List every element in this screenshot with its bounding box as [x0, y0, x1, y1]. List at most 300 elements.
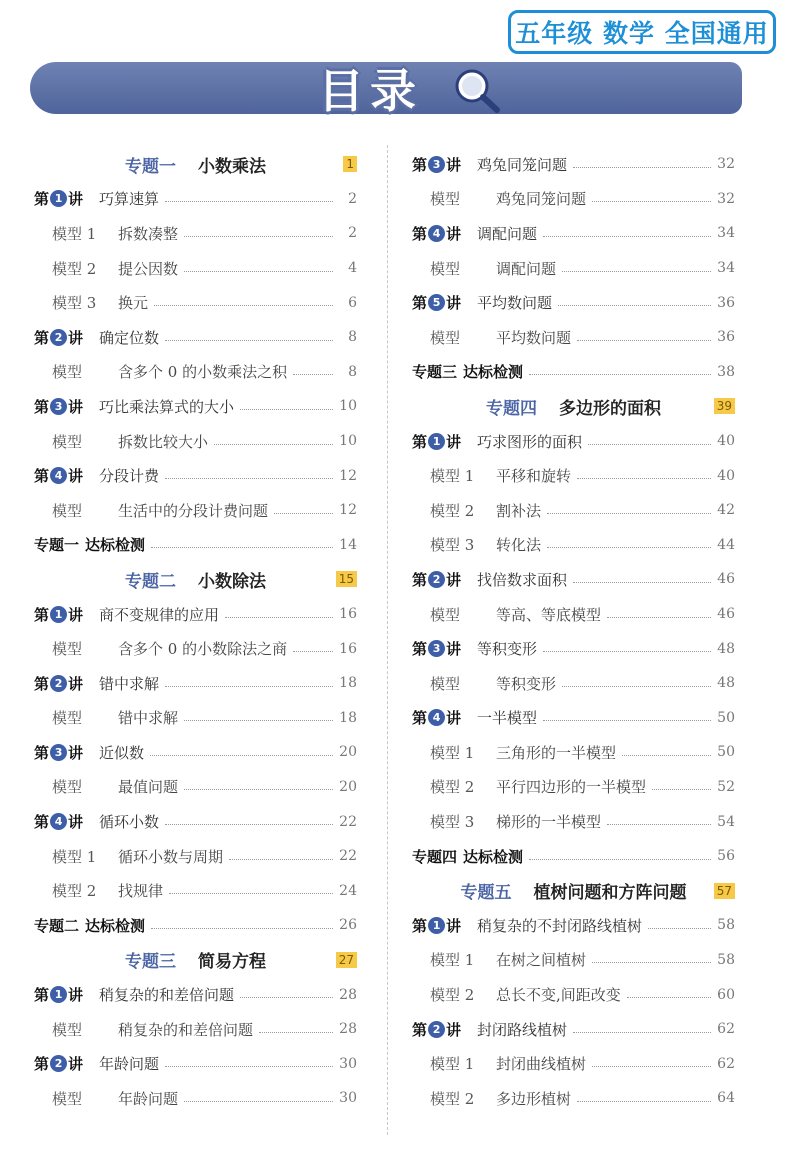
- model-label: 模型 2: [430, 1089, 475, 1108]
- test-label: 专题一: [34, 536, 80, 555]
- page-number: 48: [717, 640, 735, 657]
- lecture-suffix: 讲: [68, 328, 84, 347]
- model-entry[interactable]: [412, 251, 735, 286]
- lecture-number-badge: 3: [50, 744, 67, 761]
- model-label: 模型 3: [52, 294, 97, 313]
- dot-leader: [607, 617, 711, 618]
- model-title: 生活中的分段计费问题: [118, 501, 269, 520]
- test-entry[interactable]: [34, 528, 357, 563]
- page-number: 64: [717, 1090, 735, 1107]
- model-entry[interactable]: [412, 458, 735, 493]
- model-label: 模型 2: [52, 259, 97, 278]
- model-label: 模型: [52, 1089, 83, 1108]
- lecture-number-badge: 3: [428, 640, 445, 657]
- model-entry[interactable]: [412, 528, 735, 563]
- model-entry[interactable]: [412, 804, 735, 839]
- model-label: 模型 2: [430, 501, 475, 520]
- lecture-prefix: 第: [34, 813, 50, 832]
- dot-leader: [293, 651, 333, 652]
- model-label: 模型: [52, 432, 83, 451]
- page-number: 60: [717, 986, 735, 1003]
- model-label: 模型 2: [430, 778, 475, 797]
- lecture-entry[interactable]: [34, 458, 357, 493]
- lecture-title: 一半模型: [477, 709, 538, 728]
- page-number: 22: [339, 848, 357, 865]
- model-label: 模型: [52, 501, 83, 520]
- lecture-entry[interactable]: [34, 977, 357, 1012]
- lecture-prefix: 第: [34, 743, 50, 762]
- page-number: 50: [717, 744, 735, 761]
- dot-leader: [577, 478, 711, 479]
- page-number: 48: [717, 675, 735, 692]
- lecture-entry[interactable]: [412, 424, 735, 459]
- model-label: 模型: [52, 640, 83, 659]
- dot-leader: [184, 236, 333, 237]
- model-title: 三角形的一半模型: [496, 743, 617, 762]
- toc-right-column: [412, 147, 735, 1116]
- model-label: 模型 1: [430, 743, 475, 762]
- page-number: 62: [717, 1021, 735, 1038]
- test-label: 专题二: [34, 916, 80, 935]
- dot-leader: [592, 1066, 711, 1067]
- lecture-suffix: 讲: [446, 432, 462, 451]
- lecture-prefix: 第: [412, 294, 428, 313]
- dot-leader: [543, 651, 711, 652]
- model-entry[interactable]: [34, 355, 357, 390]
- topic-heading: [412, 873, 735, 908]
- lecture-prefix: 第: [34, 190, 50, 209]
- dot-leader: [165, 340, 333, 341]
- topic-title: 小数乘法: [198, 156, 266, 177]
- model-label: 模型 2: [52, 882, 97, 901]
- lecture-suffix: 讲: [446, 709, 462, 728]
- badge-text: 五年级 数学 全国通用: [515, 19, 769, 48]
- page-number: 54: [717, 813, 735, 830]
- page-number: 22: [339, 813, 357, 830]
- lecture-number-badge: 1: [50, 986, 67, 1003]
- model-title: 鸡兔同笼问题: [496, 190, 587, 209]
- lecture-number-badge: 2: [50, 675, 67, 692]
- dot-leader: [274, 513, 333, 514]
- page-number: 62: [717, 1055, 735, 1072]
- lecture-prefix: 第: [412, 570, 428, 589]
- model-title: 平行四边形的一半模型: [496, 778, 647, 797]
- topic-name: 专题三: [125, 952, 176, 973]
- model-title: 平移和旋转: [496, 467, 572, 486]
- model-label: 模型: [52, 1020, 83, 1039]
- model-entry[interactable]: [412, 182, 735, 217]
- page-number: 32: [717, 190, 735, 207]
- test-title: 达标检测: [85, 536, 146, 555]
- page-number: 32: [717, 156, 735, 173]
- lecture-title: 平均数问题: [477, 294, 553, 313]
- lecture-label: [34, 984, 83, 1005]
- model-title: 错中求解: [118, 709, 179, 728]
- test-title: 达标检测: [463, 847, 524, 866]
- model-entry[interactable]: [34, 251, 357, 286]
- lecture-prefix: 第: [412, 1020, 428, 1039]
- page-number: 2: [348, 225, 357, 242]
- test-entry[interactable]: [34, 908, 357, 943]
- dot-leader: [577, 1101, 711, 1102]
- lecture-entry[interactable]: [412, 285, 735, 320]
- page-number: 52: [717, 778, 735, 795]
- lecture-label: [412, 707, 461, 728]
- dot-leader: [529, 859, 711, 860]
- page-number: 58: [717, 951, 735, 968]
- lecture-number-badge: 4: [428, 225, 445, 242]
- lecture-title: 巧算速算: [99, 190, 160, 209]
- topic-title: 多边形的面积: [559, 398, 661, 419]
- topic-page-tag: 39: [714, 398, 735, 414]
- page-number: 16: [339, 606, 357, 623]
- page-number: 36: [717, 294, 735, 311]
- lecture-entry[interactable]: [412, 147, 735, 182]
- lecture-number-badge: 2: [50, 329, 67, 346]
- model-entry[interactable]: [412, 943, 735, 978]
- lecture-number-badge: 1: [50, 606, 67, 623]
- lecture-label: [34, 396, 83, 417]
- topic-title: 植树问题和方阵问题: [533, 883, 687, 904]
- model-title: 调配问题: [496, 259, 557, 278]
- model-entry[interactable]: [412, 320, 735, 355]
- topic-page-tag: 57: [714, 883, 735, 899]
- dot-leader: [562, 271, 711, 272]
- dot-leader: [151, 547, 333, 548]
- model-title: 提公因数: [118, 259, 179, 278]
- dot-leader: [562, 686, 711, 687]
- model-title: 等高、等底模型: [496, 605, 602, 624]
- dot-leader: [543, 236, 711, 237]
- dot-leader: [165, 478, 333, 479]
- page-number: 8: [348, 363, 357, 380]
- lecture-title: 稍复杂的和差倍问题: [99, 986, 235, 1005]
- model-label: 模型: [52, 363, 83, 382]
- page-number: 36: [717, 329, 735, 346]
- lecture-entry[interactable]: [34, 735, 357, 770]
- model-label: 模型: [430, 190, 461, 209]
- page-number: 46: [717, 571, 735, 588]
- model-title: 含多个 0 的小数乘法之积: [118, 363, 288, 382]
- lecture-title: 年龄问题: [99, 1055, 160, 1074]
- lecture-label: [34, 188, 83, 209]
- lecture-suffix: 讲: [446, 1020, 462, 1039]
- dot-leader: [240, 997, 333, 998]
- dot-leader: [229, 859, 333, 860]
- model-entry[interactable]: [34, 424, 357, 459]
- model-label: 模型: [52, 709, 83, 728]
- lecture-suffix: 讲: [68, 674, 84, 693]
- topic-page-tag: 15: [336, 571, 357, 587]
- page-number: 40: [717, 433, 735, 450]
- topic-name: 专题一: [125, 156, 176, 177]
- dot-leader: [577, 340, 711, 341]
- test-title: 达标检测: [85, 916, 146, 935]
- lecture-label: [412, 154, 461, 175]
- model-title: 换元: [118, 294, 149, 313]
- page-number: 12: [339, 502, 357, 519]
- page-number: 2: [348, 190, 357, 207]
- lecture-label: [34, 811, 83, 832]
- lecture-prefix: 第: [34, 467, 50, 486]
- model-title: 循环小数与周期: [118, 847, 224, 866]
- lecture-entry[interactable]: [34, 182, 357, 217]
- lecture-prefix: 第: [34, 1055, 50, 1074]
- dot-leader: [150, 755, 333, 756]
- model-title: 平均数问题: [496, 328, 572, 347]
- lecture-label: [412, 569, 461, 590]
- model-entry[interactable]: [412, 666, 735, 701]
- column-divider: [387, 145, 388, 1135]
- model-entry[interactable]: [34, 285, 357, 320]
- page-number: 30: [339, 1090, 357, 1107]
- lecture-suffix: 讲: [68, 1055, 84, 1074]
- lecture-entry[interactable]: [412, 1012, 735, 1047]
- lecture-label: [34, 604, 83, 625]
- lecture-entry[interactable]: [34, 1046, 357, 1081]
- lecture-title: 鸡兔同笼问题: [477, 155, 568, 174]
- model-title: 封闭曲线植树: [496, 1055, 587, 1074]
- model-label: 模型 1: [52, 847, 97, 866]
- page-number: 58: [717, 917, 735, 934]
- model-label: 模型: [52, 778, 83, 797]
- model-entry[interactable]: [34, 873, 357, 908]
- lecture-label: [34, 1053, 83, 1074]
- dot-leader: [573, 582, 711, 583]
- lecture-entry[interactable]: [412, 562, 735, 597]
- lecture-entry[interactable]: [34, 804, 357, 839]
- topic-title: 小数除法: [198, 571, 266, 592]
- lecture-label: [34, 742, 83, 763]
- page-number: 30: [339, 1055, 357, 1072]
- lecture-suffix: 讲: [68, 190, 84, 209]
- test-entry[interactable]: [412, 839, 735, 874]
- lecture-entry[interactable]: [412, 701, 735, 736]
- lecture-entry[interactable]: [412, 216, 735, 251]
- lecture-prefix: 第: [412, 432, 428, 451]
- model-label: 模型 3: [430, 536, 475, 555]
- topic-title: 简易方程: [198, 952, 266, 973]
- lecture-label: [412, 292, 461, 313]
- lecture-number-badge: 2: [428, 1021, 445, 1038]
- lecture-entry[interactable]: [34, 597, 357, 632]
- lecture-number-badge: 1: [50, 190, 67, 207]
- page-number: 4: [348, 260, 357, 277]
- lecture-number-badge: 3: [50, 398, 67, 415]
- lecture-title: 分段计费: [99, 467, 160, 486]
- page-number: 18: [339, 709, 357, 726]
- grade-subject-badge: [508, 10, 776, 54]
- model-entry[interactable]: [34, 1081, 357, 1116]
- lecture-title: 等积变形: [477, 640, 538, 659]
- dot-leader: [547, 547, 711, 548]
- lecture-label: [412, 638, 461, 659]
- lecture-number-badge: 1: [428, 433, 445, 450]
- model-label: 模型: [430, 259, 461, 278]
- lecture-prefix: 第: [412, 155, 428, 174]
- page-number: 44: [717, 536, 735, 553]
- lecture-title: 确定位数: [99, 328, 160, 347]
- dot-leader: [151, 928, 333, 929]
- page-number: 28: [339, 986, 357, 1003]
- page-number: 42: [717, 502, 735, 519]
- model-title: 多边形植树: [496, 1089, 572, 1108]
- model-entry[interactable]: [412, 1081, 735, 1116]
- lecture-number-badge: 1: [428, 917, 445, 934]
- page-number: 12: [339, 467, 357, 484]
- lecture-label: [34, 673, 83, 694]
- dot-leader: [648, 928, 711, 929]
- lecture-label: [412, 431, 461, 452]
- lecture-prefix: 第: [34, 986, 50, 1005]
- dot-leader: [184, 1101, 333, 1102]
- dot-leader: [165, 824, 333, 825]
- page-number: 46: [717, 606, 735, 623]
- page-number: 24: [339, 882, 357, 899]
- page-number: 56: [717, 848, 735, 865]
- page-number: 10: [339, 433, 357, 450]
- model-entry[interactable]: [412, 770, 735, 805]
- lecture-number-badge: 4: [428, 709, 445, 726]
- lecture-entry[interactable]: [412, 908, 735, 943]
- dot-leader: [607, 824, 711, 825]
- lecture-prefix: 第: [412, 224, 428, 243]
- lecture-entry[interactable]: [34, 666, 357, 701]
- dot-leader: [588, 444, 711, 445]
- dot-leader: [165, 201, 333, 202]
- lecture-number-badge: 4: [50, 813, 67, 830]
- model-entry[interactable]: [34, 1012, 357, 1047]
- lecture-title: 封闭路线植树: [477, 1020, 568, 1039]
- model-label: 模型 1: [52, 224, 97, 243]
- model-title: 转化法: [496, 536, 542, 555]
- lecture-suffix: 讲: [446, 916, 462, 935]
- page-number: 34: [717, 225, 735, 242]
- lecture-number-badge: 3: [428, 156, 445, 173]
- model-entry[interactable]: [34, 770, 357, 805]
- topic-name: 专题五: [460, 883, 512, 904]
- model-entry[interactable]: [412, 597, 735, 632]
- model-title: 拆数凑整: [118, 224, 179, 243]
- topic-heading: [412, 389, 735, 424]
- lecture-prefix: 第: [34, 397, 50, 416]
- model-entry[interactable]: [34, 839, 357, 874]
- lecture-suffix: 讲: [68, 605, 84, 624]
- topic-heading: [34, 147, 357, 182]
- page-number: 50: [717, 709, 735, 726]
- model-label: 模型: [430, 328, 461, 347]
- dot-leader: [592, 962, 711, 963]
- dot-leader: [225, 617, 333, 618]
- topic-name: 专题四: [486, 398, 537, 419]
- model-title: 年龄问题: [118, 1089, 179, 1108]
- dot-leader: [558, 305, 711, 306]
- lecture-label: [34, 465, 83, 486]
- model-title: 最值问题: [118, 778, 179, 797]
- model-title: 割补法: [496, 501, 542, 520]
- lecture-suffix: 讲: [446, 640, 462, 659]
- dot-leader: [652, 789, 711, 790]
- lecture-suffix: 讲: [446, 224, 462, 243]
- model-label: 模型 1: [430, 951, 475, 970]
- model-title: 找规律: [118, 882, 164, 901]
- dot-leader: [547, 513, 711, 514]
- model-entry[interactable]: [34, 701, 357, 736]
- page-number: 18: [339, 675, 357, 692]
- lecture-suffix: 讲: [68, 743, 84, 762]
- page-number: 8: [348, 329, 357, 346]
- model-entry[interactable]: [34, 631, 357, 666]
- lecture-number-badge: 5: [428, 294, 445, 311]
- lecture-title: 找倍数求面积: [477, 570, 568, 589]
- dot-leader: [154, 305, 333, 306]
- model-entry[interactable]: [34, 216, 357, 251]
- model-label: 模型 1: [430, 467, 475, 486]
- lecture-label: [34, 327, 83, 348]
- lecture-suffix: 讲: [68, 986, 84, 1005]
- lecture-title: 巧求图形的面积: [477, 432, 583, 451]
- dot-leader: [169, 893, 333, 894]
- model-label: 模型 1: [430, 1055, 475, 1074]
- lecture-suffix: 讲: [446, 294, 462, 313]
- lecture-entry[interactable]: [34, 389, 357, 424]
- model-title: 拆数比较大小: [118, 432, 209, 451]
- lecture-prefix: 第: [412, 916, 428, 935]
- lecture-label: [412, 915, 461, 936]
- lecture-entry[interactable]: [412, 631, 735, 666]
- lecture-label: [412, 1019, 461, 1040]
- model-title: 在树之间植树: [496, 951, 587, 970]
- dot-leader: [573, 167, 711, 168]
- page-number: 20: [339, 744, 357, 761]
- dot-leader: [214, 444, 333, 445]
- magnifier-icon: [452, 66, 502, 116]
- page-number: 6: [348, 294, 357, 311]
- dot-leader: [165, 1066, 333, 1067]
- topic-heading: [34, 562, 357, 597]
- page-number: 34: [717, 260, 735, 277]
- dot-leader: [293, 374, 333, 375]
- page-number: 16: [339, 640, 357, 657]
- dot-leader: [592, 201, 711, 202]
- model-entry[interactable]: [412, 493, 735, 528]
- test-label: 专题三: [412, 363, 458, 382]
- dot-leader: [240, 409, 333, 410]
- model-entry[interactable]: [34, 493, 357, 528]
- page-number: 10: [339, 398, 357, 415]
- page-number: 40: [717, 467, 735, 484]
- lecture-title: 错中求解: [99, 674, 160, 693]
- lecture-suffix: 讲: [446, 155, 462, 174]
- topic-heading: [34, 943, 357, 978]
- lecture-entry[interactable]: [34, 320, 357, 355]
- lecture-prefix: 第: [412, 709, 428, 728]
- page-number: 28: [339, 1021, 357, 1038]
- lecture-title: 稍复杂的不封闭路线植树: [477, 916, 643, 935]
- lecture-title: 调配问题: [477, 224, 538, 243]
- dot-leader: [573, 1032, 711, 1033]
- model-entry[interactable]: [412, 735, 735, 770]
- model-entry[interactable]: [412, 977, 735, 1012]
- model-entry[interactable]: [412, 1046, 735, 1081]
- page-number: 26: [339, 917, 357, 934]
- test-entry[interactable]: [412, 355, 735, 390]
- model-title: 等积变形: [496, 674, 557, 693]
- dot-leader: [259, 1032, 333, 1033]
- model-title: 含多个 0 的小数除法之商: [118, 640, 288, 659]
- model-title: 总长不变,间距改变: [496, 986, 621, 1005]
- lecture-number-badge: 2: [50, 1055, 67, 1072]
